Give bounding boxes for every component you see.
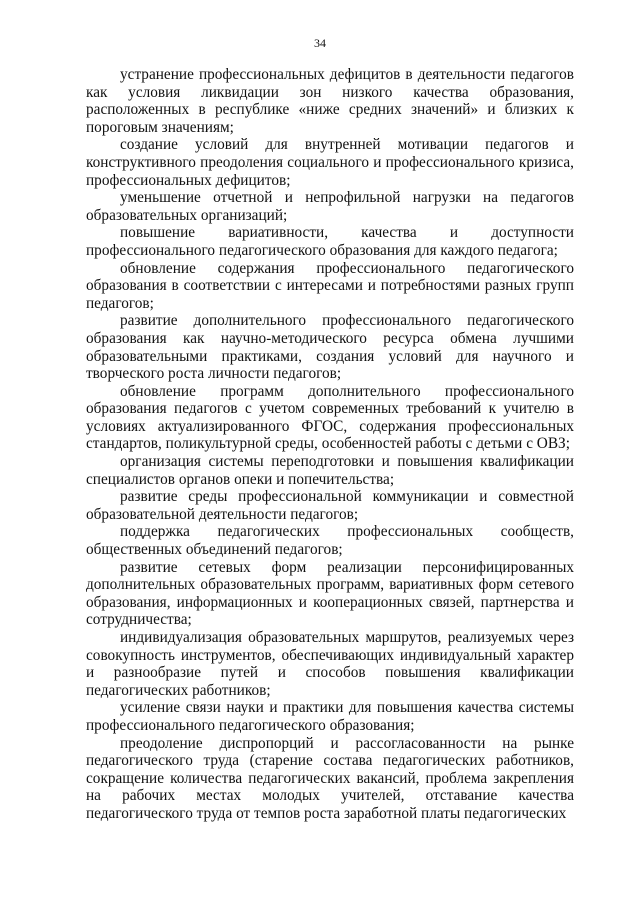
paragraph: индивидуализация образовательных маршрутов, реализуемых через совокупность инструментов, обеспечивающих индивидуальный характер и разнообразие путей и способов повышения квалификации педагогических работников;: [86, 629, 574, 699]
page-body: [86, 66, 574, 823]
paragraph: развитие дополнительного профессионального педагогического образования как научно-методического ресурса обмена лучшими образовательными практиками, создания условий для научного и творческого роста личности педагогов;: [86, 312, 574, 383]
page-number: 34: [314, 36, 326, 50]
paragraph: преодоление диспропорций и рассогласованности на рынке педагогического труда (старение состава педагогических работников, сокращение количества педагогических вакансий, проблема закрепления на рабочих местах молодых учителей, отставание качества педагогического труда от темпов роста заработной платы педагогических: [86, 734, 574, 822]
paragraph: обновление содержания профессионального педагогического образования в соответствии с интересами и потребностями разных групп педагогов;: [86, 259, 574, 312]
paragraph: развитие сетевых форм реализации персонифицированных дополнительных образовательных программ, вариативных форм сетевого образования, информационных и кооперационных связей, партнерства и сотрудничества;: [86, 558, 574, 629]
paragraph: устранение профессиональных дефицитов в деятельности педагогов как условия ликвидации зон низкого качества образования, расположенных в республике «ниже средних значений» и близких к пороговым значениям;: [86, 66, 574, 136]
paragraph: усиление связи науки и практики для повышения качества системы профессионального педагогического образования;: [86, 699, 574, 734]
paragraph: повышение вариативности, качества и доступности профессионального педагогического образования для каждого педагога;: [86, 224, 574, 259]
paragraph: поддержка педагогических профессиональных сообществ, общественных объединений педагогов;: [86, 523, 574, 559]
paragraph: организация системы переподготовки и повышения квалификации специалистов органов опеки и попечительства;: [86, 453, 574, 488]
paragraph: обновление программ дополнительного профессионального образования педагогов с учетом современных требований к учителю в условиях актуализированного ФГОС, содержания профессиональных стандартов, поликультурной среды, особенностей работы с детьми с ОВЗ;: [86, 382, 574, 453]
paragraph: уменьшение отчетной и непрофильной нагрузки на педагогов образовательных организаций;: [86, 189, 574, 224]
paragraph: создание условий для внутренней мотивации педагогов и конструктивного преодоления социального и профессионального кризиса, профессиональных дефицитов;: [86, 136, 574, 189]
paragraph: развитие среды профессиональной коммуникации и совместной образовательной деятельности педагогов;: [86, 488, 574, 523]
